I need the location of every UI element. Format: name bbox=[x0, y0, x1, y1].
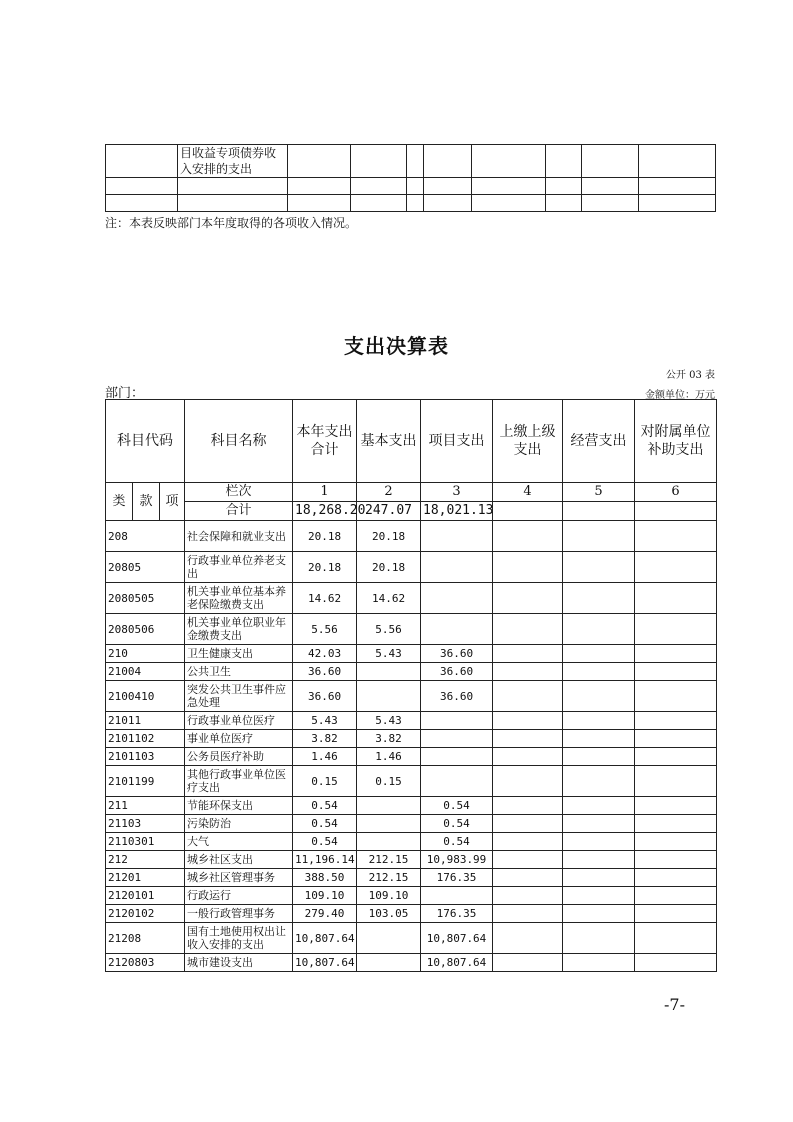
amount-project bbox=[421, 521, 493, 552]
amount-business bbox=[563, 583, 635, 614]
table-row bbox=[106, 195, 716, 212]
table-cell bbox=[582, 145, 639, 178]
amount-basic: 5.56 bbox=[357, 614, 421, 645]
amount-subsidiary bbox=[635, 954, 717, 972]
amount-subsidiary bbox=[635, 614, 717, 645]
header-basic: 基本支出 bbox=[357, 400, 421, 483]
subject-code: 212 bbox=[106, 851, 185, 869]
col-number: 6 bbox=[635, 483, 717, 502]
table-cell bbox=[106, 195, 178, 212]
table-cell bbox=[178, 195, 288, 212]
subject-name: 公共卫生 bbox=[185, 663, 293, 681]
amount-project bbox=[421, 552, 493, 583]
amount-upper bbox=[493, 815, 563, 833]
amount-upper bbox=[493, 730, 563, 748]
table-cell bbox=[351, 195, 407, 212]
amount-basic: 20.18 bbox=[357, 521, 421, 552]
col-number: 1 bbox=[293, 483, 357, 502]
table-row bbox=[106, 645, 717, 663]
amount-subsidiary bbox=[635, 748, 717, 766]
total-value bbox=[563, 502, 635, 521]
header-business: 经营支出 bbox=[563, 400, 635, 483]
amount-upper bbox=[493, 552, 563, 583]
amount-business bbox=[563, 552, 635, 583]
subject-code: 20805 bbox=[106, 552, 185, 583]
amount-upper bbox=[493, 614, 563, 645]
amount-project bbox=[421, 712, 493, 730]
header-project: 项目支出 bbox=[421, 400, 493, 483]
expenditure-table bbox=[105, 399, 717, 972]
subject-code: 21103 bbox=[106, 815, 185, 833]
table-row bbox=[106, 178, 716, 195]
page-number: -7- bbox=[664, 995, 685, 1014]
total-label: 合计 bbox=[185, 502, 293, 521]
amount-basic bbox=[357, 923, 421, 954]
amount-project: 36.60 bbox=[421, 681, 493, 712]
table-cell bbox=[288, 178, 351, 195]
amount-upper bbox=[493, 887, 563, 905]
header-upper: 上缴上级支出 bbox=[493, 400, 563, 483]
amount-upper bbox=[493, 748, 563, 766]
table-row bbox=[106, 954, 717, 972]
amount-project: 176.35 bbox=[421, 905, 493, 923]
subject-name: 城市建设支出 bbox=[185, 954, 293, 972]
amount-project: 10,807.64 bbox=[421, 923, 493, 954]
subject-code: 21208 bbox=[106, 923, 185, 954]
amount-project bbox=[421, 614, 493, 645]
subject-code: 21201 bbox=[106, 869, 185, 887]
amount-basic bbox=[357, 954, 421, 972]
table-row bbox=[106, 552, 717, 583]
table-cell bbox=[424, 145, 472, 178]
amount-basic bbox=[357, 663, 421, 681]
subject-code: 2080506 bbox=[106, 614, 185, 645]
amount-upper bbox=[493, 905, 563, 923]
subject-code: 210 bbox=[106, 645, 185, 663]
amount-total: 1.46 bbox=[293, 748, 357, 766]
amount-upper bbox=[493, 851, 563, 869]
subject-name: 节能环保支出 bbox=[185, 797, 293, 815]
subject-name: 公务员医疗补助 bbox=[185, 748, 293, 766]
amount-business bbox=[563, 614, 635, 645]
amount-basic: 5.43 bbox=[357, 712, 421, 730]
table-cell bbox=[472, 178, 546, 195]
amount-project: 10,983.99 bbox=[421, 851, 493, 869]
subject-code: 211 bbox=[106, 797, 185, 815]
total-value: 18,268.20 bbox=[293, 502, 357, 521]
table-cell bbox=[546, 178, 582, 195]
col-number: 5 bbox=[563, 483, 635, 502]
subject-code: 2110301 bbox=[106, 833, 185, 851]
amount-basic bbox=[357, 815, 421, 833]
amount-basic: 212.15 bbox=[357, 869, 421, 887]
amount-upper bbox=[493, 583, 563, 614]
amount-project: 36.60 bbox=[421, 663, 493, 681]
table-row bbox=[106, 614, 717, 645]
table-cell bbox=[546, 195, 582, 212]
amount-basic bbox=[357, 797, 421, 815]
amount-basic: 1.46 bbox=[357, 748, 421, 766]
table-cell bbox=[639, 195, 716, 212]
header-row bbox=[106, 400, 717, 483]
table-cell bbox=[407, 145, 424, 178]
table-cell bbox=[639, 145, 716, 178]
header-xiang: 项 bbox=[160, 483, 185, 521]
amount-basic: 14.62 bbox=[357, 583, 421, 614]
table-row bbox=[106, 905, 717, 923]
amount-project bbox=[421, 583, 493, 614]
subject-name: 大气 bbox=[185, 833, 293, 851]
total-value: 247.07 bbox=[357, 502, 421, 521]
table-cell bbox=[351, 178, 407, 195]
amount-total: 20.18 bbox=[293, 552, 357, 583]
table-note: 注：本表反映部门本年度取得的各项收入情况。 bbox=[105, 216, 358, 230]
amount-total: 0.54 bbox=[293, 815, 357, 833]
table-cell bbox=[106, 178, 178, 195]
subject-name: 一般行政管理事务 bbox=[185, 905, 293, 923]
subject-code: 2080505 bbox=[106, 583, 185, 614]
amount-total: 279.40 bbox=[293, 905, 357, 923]
amount-business bbox=[563, 869, 635, 887]
header-lanci: 栏次 bbox=[185, 483, 293, 502]
table-cell bbox=[582, 178, 639, 195]
subject-name: 事业单位医疗 bbox=[185, 730, 293, 748]
subject-name: 城乡社区支出 bbox=[185, 851, 293, 869]
header-lei: 类 bbox=[106, 483, 133, 521]
table-row bbox=[106, 869, 717, 887]
amount-total: 20.18 bbox=[293, 521, 357, 552]
table-cell bbox=[472, 195, 546, 212]
amount-project: 176.35 bbox=[421, 869, 493, 887]
amount-business bbox=[563, 712, 635, 730]
header-kuan: 款 bbox=[133, 483, 160, 521]
amount-project bbox=[421, 887, 493, 905]
amount-total: 11,196.14 bbox=[293, 851, 357, 869]
amount-upper bbox=[493, 833, 563, 851]
total-value: 18,021.13 bbox=[421, 502, 493, 521]
amount-subsidiary bbox=[635, 905, 717, 923]
table-row bbox=[106, 797, 717, 815]
table-row bbox=[106, 583, 717, 614]
amount-project: 0.54 bbox=[421, 815, 493, 833]
amount-project: 0.54 bbox=[421, 833, 493, 851]
amount-upper bbox=[493, 766, 563, 797]
amount-business bbox=[563, 645, 635, 663]
subject-code: 2101199 bbox=[106, 766, 185, 797]
table-row bbox=[106, 766, 717, 797]
amount-upper bbox=[493, 923, 563, 954]
table-row bbox=[106, 521, 717, 552]
col-number: 2 bbox=[357, 483, 421, 502]
subject-name: 机关事业单位基本养老保险缴费支出 bbox=[185, 583, 293, 614]
table-row bbox=[106, 887, 717, 905]
table-row bbox=[106, 748, 717, 766]
amount-total: 3.82 bbox=[293, 730, 357, 748]
subject-name: 行政事业单位养老支出 bbox=[185, 552, 293, 583]
amount-total: 0.15 bbox=[293, 766, 357, 797]
header-code: 科目代码 bbox=[106, 400, 185, 483]
amount-business bbox=[563, 797, 635, 815]
amount-project: 10,807.64 bbox=[421, 954, 493, 972]
subject-code: 2120102 bbox=[106, 905, 185, 923]
amount-subsidiary bbox=[635, 645, 717, 663]
subject-code: 2101103 bbox=[106, 748, 185, 766]
amount-total: 14.62 bbox=[293, 583, 357, 614]
amount-upper bbox=[493, 663, 563, 681]
amount-subsidiary bbox=[635, 730, 717, 748]
col-number: 4 bbox=[493, 483, 563, 502]
amount-project bbox=[421, 748, 493, 766]
amount-subsidiary bbox=[635, 923, 717, 954]
table-row bbox=[106, 923, 717, 954]
amount-upper bbox=[493, 521, 563, 552]
amount-total: 5.43 bbox=[293, 712, 357, 730]
amount-total: 0.54 bbox=[293, 833, 357, 851]
column-number-row bbox=[106, 483, 717, 502]
table-cell bbox=[582, 195, 639, 212]
table-cell bbox=[546, 145, 582, 178]
amount-basic bbox=[357, 681, 421, 712]
amount-business bbox=[563, 521, 635, 552]
amount-subsidiary bbox=[635, 712, 717, 730]
unit-label: 金额单位：万元 bbox=[645, 390, 715, 401]
amount-basic bbox=[357, 833, 421, 851]
table-cell bbox=[424, 178, 472, 195]
table-cell bbox=[472, 145, 546, 178]
amount-business bbox=[563, 954, 635, 972]
amount-business bbox=[563, 815, 635, 833]
subject-name: 突发公共卫生事件应急处理 bbox=[185, 681, 293, 712]
table-cell bbox=[407, 178, 424, 195]
amount-basic: 212.15 bbox=[357, 851, 421, 869]
table-cell bbox=[424, 195, 472, 212]
table-row bbox=[106, 681, 717, 712]
table-row bbox=[106, 730, 717, 748]
amount-basic: 0.15 bbox=[357, 766, 421, 797]
subject-name: 社会保障和就业支出 bbox=[185, 521, 293, 552]
amount-subsidiary bbox=[635, 663, 717, 681]
subject-code: 2120101 bbox=[106, 887, 185, 905]
table-cell bbox=[288, 195, 351, 212]
amount-total: 388.50 bbox=[293, 869, 357, 887]
amount-project bbox=[421, 766, 493, 797]
amount-total: 5.56 bbox=[293, 614, 357, 645]
subject-name: 污染防治 bbox=[185, 815, 293, 833]
amount-upper bbox=[493, 797, 563, 815]
subject-name: 城乡社区管理事务 bbox=[185, 869, 293, 887]
subject-code: 21011 bbox=[106, 712, 185, 730]
amount-project: 36.60 bbox=[421, 645, 493, 663]
amount-business bbox=[563, 905, 635, 923]
amount-business bbox=[563, 923, 635, 954]
amount-upper bbox=[493, 954, 563, 972]
amount-total: 0.54 bbox=[293, 797, 357, 815]
amount-total: 36.60 bbox=[293, 663, 357, 681]
table-cell bbox=[106, 145, 178, 178]
amount-project bbox=[421, 730, 493, 748]
table-row bbox=[106, 663, 717, 681]
page-title: 支出决算表 bbox=[344, 334, 449, 358]
table-cell bbox=[351, 145, 407, 178]
amount-subsidiary bbox=[635, 681, 717, 712]
table-row bbox=[106, 712, 717, 730]
amount-total: 109.10 bbox=[293, 887, 357, 905]
amount-project: 0.54 bbox=[421, 797, 493, 815]
amount-subsidiary bbox=[635, 887, 717, 905]
header-subsidiary: 对附属单位补助支出 bbox=[635, 400, 717, 483]
col-number: 3 bbox=[421, 483, 493, 502]
amount-total: 10,807.64 bbox=[293, 923, 357, 954]
total-value bbox=[635, 502, 717, 521]
amount-business bbox=[563, 730, 635, 748]
amount-subsidiary bbox=[635, 851, 717, 869]
amount-business bbox=[563, 833, 635, 851]
table-cell: 目收益专项债券收入安排的支出 bbox=[178, 145, 288, 178]
amount-basic: 3.82 bbox=[357, 730, 421, 748]
subject-name: 机关事业单位职业年金缴费支出 bbox=[185, 614, 293, 645]
table-row bbox=[106, 851, 717, 869]
table-cell bbox=[639, 178, 716, 195]
subject-code: 21004 bbox=[106, 663, 185, 681]
amount-subsidiary bbox=[635, 766, 717, 797]
subject-name: 卫生健康支出 bbox=[185, 645, 293, 663]
amount-business bbox=[563, 681, 635, 712]
subject-name: 其他行政事业单位医疗支出 bbox=[185, 766, 293, 797]
amount-upper bbox=[493, 712, 563, 730]
amount-upper bbox=[493, 645, 563, 663]
amount-subsidiary bbox=[635, 583, 717, 614]
subject-name: 行政运行 bbox=[185, 887, 293, 905]
amount-subsidiary bbox=[635, 797, 717, 815]
amount-business bbox=[563, 663, 635, 681]
table-cell bbox=[288, 145, 351, 178]
amount-subsidiary bbox=[635, 833, 717, 851]
form-id: 公开 03 表 bbox=[665, 370, 715, 381]
amount-business bbox=[563, 851, 635, 869]
subject-name: 行政事业单位医疗 bbox=[185, 712, 293, 730]
table-row bbox=[106, 833, 717, 851]
amount-total: 10,807.64 bbox=[293, 954, 357, 972]
amount-basic: 5.43 bbox=[357, 645, 421, 663]
amount-subsidiary bbox=[635, 552, 717, 583]
amount-upper bbox=[493, 681, 563, 712]
amount-basic: 109.10 bbox=[357, 887, 421, 905]
previous-table-fragment bbox=[105, 144, 716, 212]
total-value bbox=[493, 502, 563, 521]
subject-code: 2120803 bbox=[106, 954, 185, 972]
amount-business bbox=[563, 748, 635, 766]
amount-basic: 20.18 bbox=[357, 552, 421, 583]
table-cell bbox=[407, 195, 424, 212]
amount-subsidiary bbox=[635, 869, 717, 887]
amount-business bbox=[563, 887, 635, 905]
amount-subsidiary bbox=[635, 521, 717, 552]
subject-code: 2100410 bbox=[106, 681, 185, 712]
amount-subsidiary bbox=[635, 815, 717, 833]
subject-name: 国有土地使用权出让收入安排的支出 bbox=[185, 923, 293, 954]
header-name: 科目名称 bbox=[185, 400, 293, 483]
subject-code: 208 bbox=[106, 521, 185, 552]
table-row bbox=[106, 145, 716, 178]
subject-code: 2101102 bbox=[106, 730, 185, 748]
amount-upper bbox=[493, 869, 563, 887]
header-total: 本年支出合计 bbox=[293, 400, 357, 483]
total-row bbox=[106, 502, 717, 521]
table-cell bbox=[178, 178, 288, 195]
amount-total: 42.03 bbox=[293, 645, 357, 663]
department-label: 部门： bbox=[105, 386, 145, 401]
amount-total: 36.60 bbox=[293, 681, 357, 712]
amount-basic: 103.05 bbox=[357, 905, 421, 923]
amount-business bbox=[563, 766, 635, 797]
table-row bbox=[106, 815, 717, 833]
